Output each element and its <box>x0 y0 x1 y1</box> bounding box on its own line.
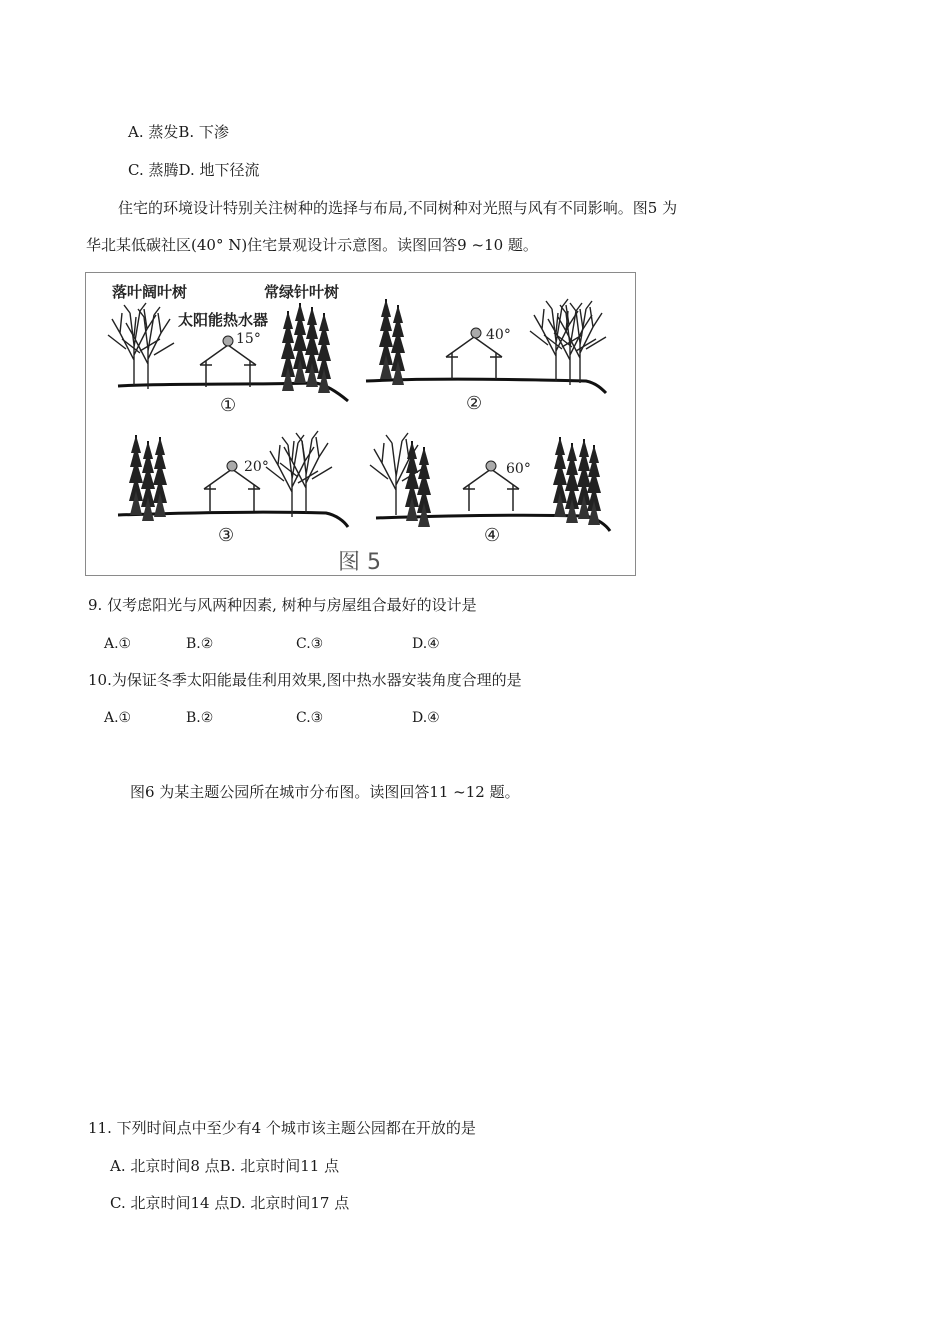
panel-2 <box>366 299 606 414</box>
q10-option-a: A.① <box>104 710 132 726</box>
q10-option-b: B.② <box>186 710 214 726</box>
q11-stem: 11. 下列时间点中至少有4 个城市该主题公园都在开放的是 <box>88 1119 476 1137</box>
figure-5-landscape-diagram <box>85 272 636 576</box>
q9-stem: 9. 仅考虑阳光与风两种因素, 树种与房屋组合最好的设计是 <box>88 596 477 614</box>
q8-options-row-2: C. 蒸腾D. 地下径流 <box>128 161 260 179</box>
q9-option-b: B.② <box>186 636 214 652</box>
q11-options-row-1: A. 北京时间8 点B. 北京时间11 点 <box>110 1157 340 1175</box>
intro-paragraph-line-2: 华北某低碳社区(40° N)住宅景观设计示意图。读图回答9 ~10 题。 <box>86 236 538 254</box>
panel-2-angle: 40° <box>486 327 511 343</box>
panel-4-number: ④ <box>484 525 501 546</box>
q8-options-row-1: A. 蒸发B. 下渗 <box>128 123 229 141</box>
q9-option-c: C.③ <box>296 636 324 652</box>
panel-3-number: ③ <box>218 525 235 546</box>
intro-figure-6: 图6 为某主题公园所在城市分布图。读图回答11 ~12 题。 <box>130 783 520 801</box>
deciduous-tree-label: 落叶阔叶树 <box>112 283 188 301</box>
solar-heater-label: 太阳能热水器 <box>178 311 269 329</box>
panel-3 <box>118 431 348 546</box>
q10-option-d: D.④ <box>412 710 440 726</box>
panel-3-angle: 20° <box>244 459 269 475</box>
q11-options-row-2: C. 北京时间14 点D. 北京时间17 点 <box>110 1194 350 1212</box>
q10-option-c: C.③ <box>296 710 324 726</box>
panel-4 <box>370 433 610 546</box>
q10-stem: 10.为保证冬季太阳能最佳利用效果,图中热水器安装角度合理的是 <box>88 671 522 689</box>
panel-4-angle: 60° <box>506 461 531 477</box>
evergreen-tree-label: 常绿针叶树 <box>264 283 340 301</box>
panel-1-number: ① <box>220 395 237 416</box>
intro-paragraph-line-1: 住宅的环境设计特别关注树种的选择与布局,不同树种对光照与风有不同影响。图5 为 <box>118 199 678 217</box>
panel-1-angle: 15° <box>236 331 261 347</box>
panel-2-number: ② <box>466 393 483 414</box>
figure-5-caption: 图 5 <box>338 550 381 575</box>
q9-option-a: A.① <box>104 636 132 652</box>
q9-option-d: D.④ <box>412 636 440 652</box>
